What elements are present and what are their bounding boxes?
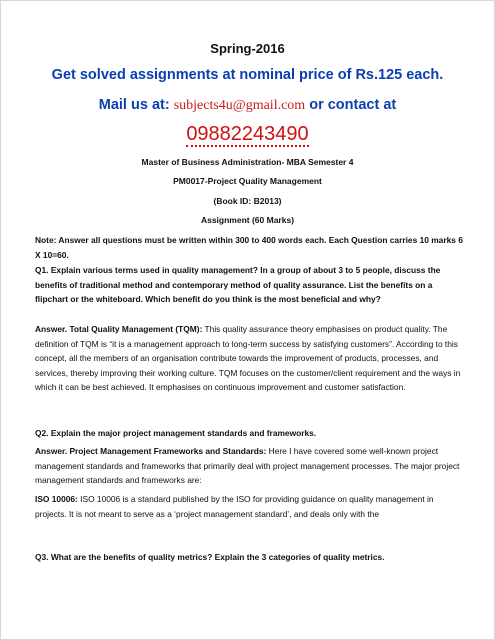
assignment-marks: Assignment (60 Marks)	[200, 215, 295, 225]
q1-answer	[35, 322, 463, 395]
promo-line: Get solved assignments at nominal price of Rs.125 each.	[51, 67, 444, 83]
mail-prefix: Mail us at:	[98, 97, 170, 113]
phone-line	[1, 123, 494, 146]
iso-label: ISO 10006:	[35, 494, 78, 504]
mail-suffix: or contact at	[309, 97, 397, 113]
q3-question: Q3. What are the benefits of quality metrics? Explain the 3 categories of quality metrics.	[35, 552, 385, 562]
book-id: (Book ID: B2013)	[213, 196, 282, 206]
mail-line	[1, 97, 494, 114]
q1-answer-label: Answer. Total Quality Management (TQM):	[35, 324, 203, 334]
q1-answer-text: This quality assurance theory emphasises on product quality. The definition of TQM is “it is a management approach to long-term success by satisfying customers”. According to this concept, all the members of an organisation contribute towards the improvement of products, processes, and services, thereby improving their working culture. TQM focuses on the customer/client requirement and the ways in which it can be best achieved. It emphasises on continuous improvement and customer satisfaction.	[35, 324, 461, 392]
iso-paragraph	[35, 492, 463, 521]
phone-number[interactable]: 09882243490	[186, 123, 309, 145]
document-title: Spring-2016	[210, 41, 285, 56]
q2-question: Q2. Explain the major project management standards and frameworks.	[35, 428, 317, 438]
iso-text: ISO 10006 is a standard published by the ISO for providing guidance on quality management in projects. It is not meant to serve as a ‘project management standard’, and deals only with the	[35, 494, 434, 519]
q2-answer-text: Here I have covered some well-known project management standards and frameworks that primarily deal with project management processes. The major project management standards and frameworks are:	[35, 446, 460, 485]
q2-answer	[35, 444, 463, 488]
email-link[interactable]: subjects4u@gmail.com	[173, 98, 306, 113]
q2-answer-label: Answer. Project Management Frameworks and Standards:	[35, 446, 267, 456]
q1-question: Q1. Explain various terms used in quality management? In a group of about 3 to 5 people, discuss the benefits of traditional method and contemporary method of quality assurance. List the benefits on a flipchart or the whiteboard. Which benefit do you think is the most beneficial and why?	[35, 265, 441, 304]
course-name: PM0017-Project Quality Management	[173, 176, 322, 186]
program-name: Master of Business Administration- MBA Semester 4	[141, 157, 354, 167]
note-paragraph: Note: Answer all questions must be written within 300 to 400 words each. Each Question carries 10 marks 6 X 10=60.	[35, 235, 463, 260]
